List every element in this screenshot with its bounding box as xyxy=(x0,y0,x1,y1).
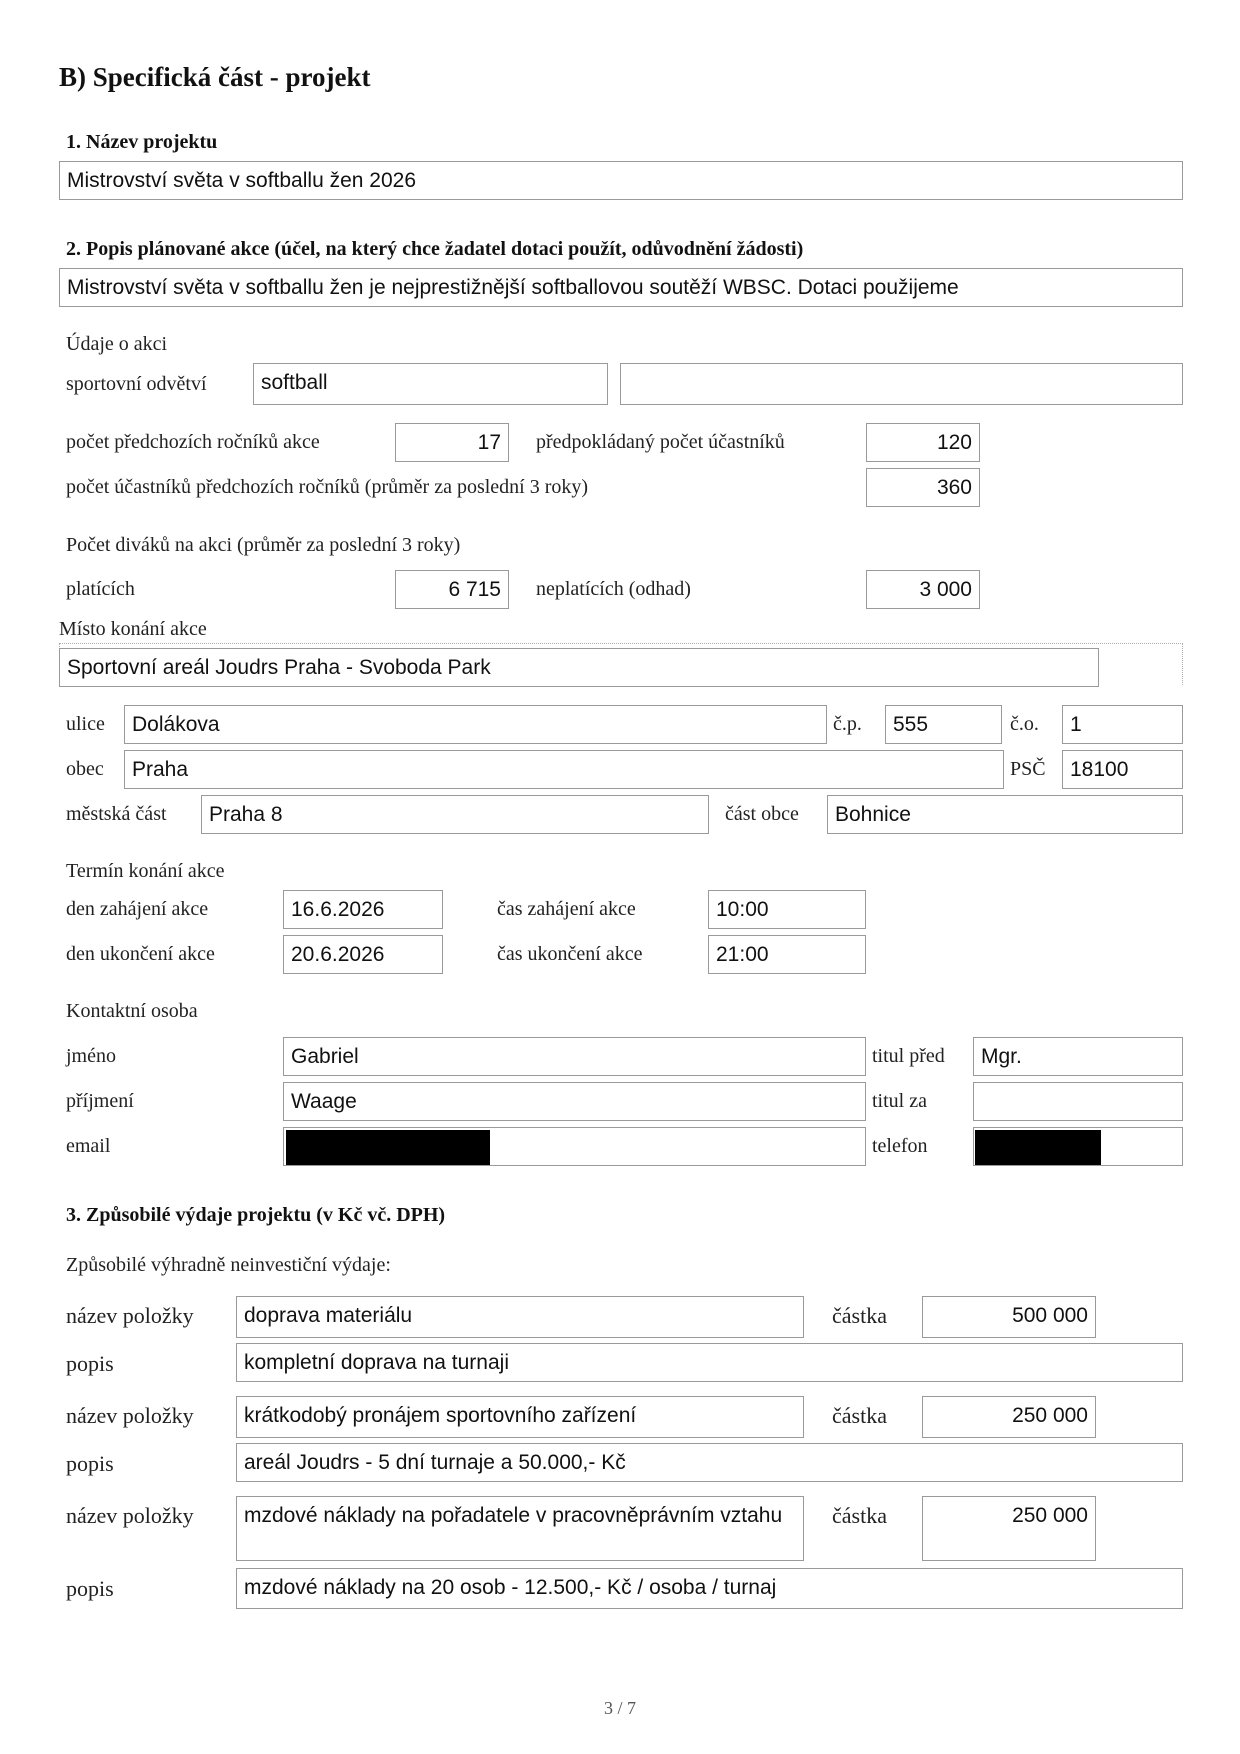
item-2-desc-label: popis xyxy=(66,1451,114,1476)
title-after-field[interactable] xyxy=(973,1082,1183,1121)
item-1-desc-field[interactable]: kompletní doprava na turnaji xyxy=(236,1343,1183,1382)
venue-heading: Místo konání akce xyxy=(59,618,207,640)
item-1-name-field[interactable]: doprava materiálu xyxy=(236,1296,804,1338)
expected-participants-field[interactable]: 120 xyxy=(866,423,980,462)
phone-redaction xyxy=(975,1130,1101,1165)
title-before-field[interactable]: Mgr. xyxy=(973,1037,1183,1076)
co-field[interactable]: 1 xyxy=(1062,705,1183,744)
item-1-amount-label: částka xyxy=(832,1303,887,1328)
event-description-heading: 2. Popis plánované akce (účel, na který chce žadatel dotaci použít, odůvodnění žádosti) xyxy=(66,238,804,260)
item-3-amount-field[interactable]: 250 000 xyxy=(922,1496,1096,1561)
venue-divider-side xyxy=(1182,643,1183,685)
cp-field[interactable]: 555 xyxy=(885,705,1002,744)
project-name-field[interactable]: Mistrovství světa v softballu žen 2026 xyxy=(59,161,1183,200)
psc-field[interactable]: 18100 xyxy=(1062,750,1183,789)
street-label: ulice xyxy=(66,713,105,735)
part-field[interactable]: Bohnice xyxy=(827,795,1183,834)
start-time-field[interactable]: 10:00 xyxy=(708,890,866,929)
item-2-desc-field[interactable]: areál Joudrs - 5 dní turnaje a 50.000,- Kč xyxy=(236,1443,1183,1482)
prev-participants-label: počet účastníků předchozích ročníků (průměr za poslední 3 roky) xyxy=(66,476,589,498)
co-label: č.o. xyxy=(1010,713,1039,735)
district-field[interactable]: Praha 8 xyxy=(201,795,709,834)
phone-label: telefon xyxy=(872,1135,928,1157)
district-label: městská část xyxy=(66,803,167,825)
end-time-label: čas ukončení akce xyxy=(497,943,643,965)
city-label: obec xyxy=(66,758,104,780)
item-2-amount-label: částka xyxy=(832,1403,887,1428)
item-2-amount-field[interactable]: 250 000 xyxy=(922,1396,1096,1438)
sport-secondary-field[interactable] xyxy=(620,363,1183,405)
paying-label: platících xyxy=(66,578,135,600)
spectators-heading: Počet diváků na akci (průměr za poslední 3 roky) xyxy=(66,534,461,556)
dates-heading: Termín konání akce xyxy=(66,860,225,882)
end-day-field[interactable]: 20.6.2026 xyxy=(283,935,443,974)
item-3-name-field[interactable]: mzdové náklady na pořadatele v pracovněprávním vztahu xyxy=(236,1496,804,1561)
end-day-label: den ukončení akce xyxy=(66,943,215,965)
item-1-desc-label: popis xyxy=(66,1351,114,1376)
prev-years-field[interactable]: 17 xyxy=(395,423,509,462)
page-number: 3 / 7 xyxy=(603,1698,636,1718)
city-field[interactable]: Praha xyxy=(124,750,1004,789)
expected-participants-label: předpokládaný počet účastníků xyxy=(536,431,785,453)
item-2-name-label: název položky xyxy=(66,1403,194,1428)
part-label: část obce xyxy=(725,803,799,825)
item-3-desc-label: popis xyxy=(66,1576,114,1601)
item-3-desc-field[interactable]: mzdové náklady na 20 osob - 12.500,- Kč / osoba / turnaj xyxy=(236,1568,1183,1609)
contact-heading: Kontaktní osoba xyxy=(66,1000,198,1022)
first-name-field[interactable]: Gabriel xyxy=(283,1037,866,1076)
venue-divider xyxy=(59,643,1183,644)
item-1-name-label: název položky xyxy=(66,1303,194,1328)
item-3-amount-label: částka xyxy=(832,1503,887,1528)
sport-label: sportovní odvětví xyxy=(66,373,207,395)
item-2-name-field[interactable]: krátkodobý pronájem sportovního zařízení xyxy=(236,1396,804,1438)
expenses-subheading: Způsobilé výhradně neinvestiční výdaje: xyxy=(66,1254,391,1276)
email-label: email xyxy=(66,1135,111,1157)
venue-name-field[interactable]: Sportovní areál Joudrs Praha - Svoboda Park xyxy=(59,648,1099,687)
title-before-label: titul před xyxy=(872,1045,945,1067)
paying-field[interactable]: 6 715 xyxy=(395,570,509,609)
last-name-label: příjmení xyxy=(66,1090,134,1112)
title-after-label: titul za xyxy=(872,1090,927,1112)
start-time-label: čas zahájení akce xyxy=(497,898,636,920)
last-name-field[interactable]: Waage xyxy=(283,1082,866,1121)
start-day-field[interactable]: 16.6.2026 xyxy=(283,890,443,929)
nonpaying-field[interactable]: 3 000 xyxy=(866,570,980,609)
sport-field[interactable]: softball xyxy=(253,363,608,405)
expenses-heading: 3. Způsobilé výdaje projektu (v Kč vč. DPH) xyxy=(66,1204,446,1226)
street-field[interactable]: Dolákova xyxy=(124,705,827,744)
item-3-name-label: název položky xyxy=(66,1503,194,1528)
item-1-amount-field[interactable]: 500 000 xyxy=(922,1296,1096,1338)
email-redaction xyxy=(286,1130,490,1165)
nonpaying-label: neplatících (odhad) xyxy=(536,578,691,600)
prev-participants-field[interactable]: 360 xyxy=(866,468,980,507)
project-name-heading: 1. Název projektu xyxy=(66,131,218,153)
start-day-label: den zahájení akce xyxy=(66,898,209,920)
psc-label: PSČ xyxy=(1010,758,1046,780)
section-title: B) Specifická část - projekt xyxy=(59,62,371,92)
end-time-field[interactable]: 21:00 xyxy=(708,935,866,974)
first-name-label: jméno xyxy=(66,1045,116,1067)
event-description-field[interactable]: Mistrovství světa v softballu žen je nejprestižnější softballovou soutěží WBSC. Dotaci použijeme xyxy=(59,268,1183,307)
prev-years-label: počet předchozích ročníků akce xyxy=(66,431,320,453)
event-info-heading: Údaje o akci xyxy=(66,333,168,355)
cp-label: č.p. xyxy=(833,713,862,735)
